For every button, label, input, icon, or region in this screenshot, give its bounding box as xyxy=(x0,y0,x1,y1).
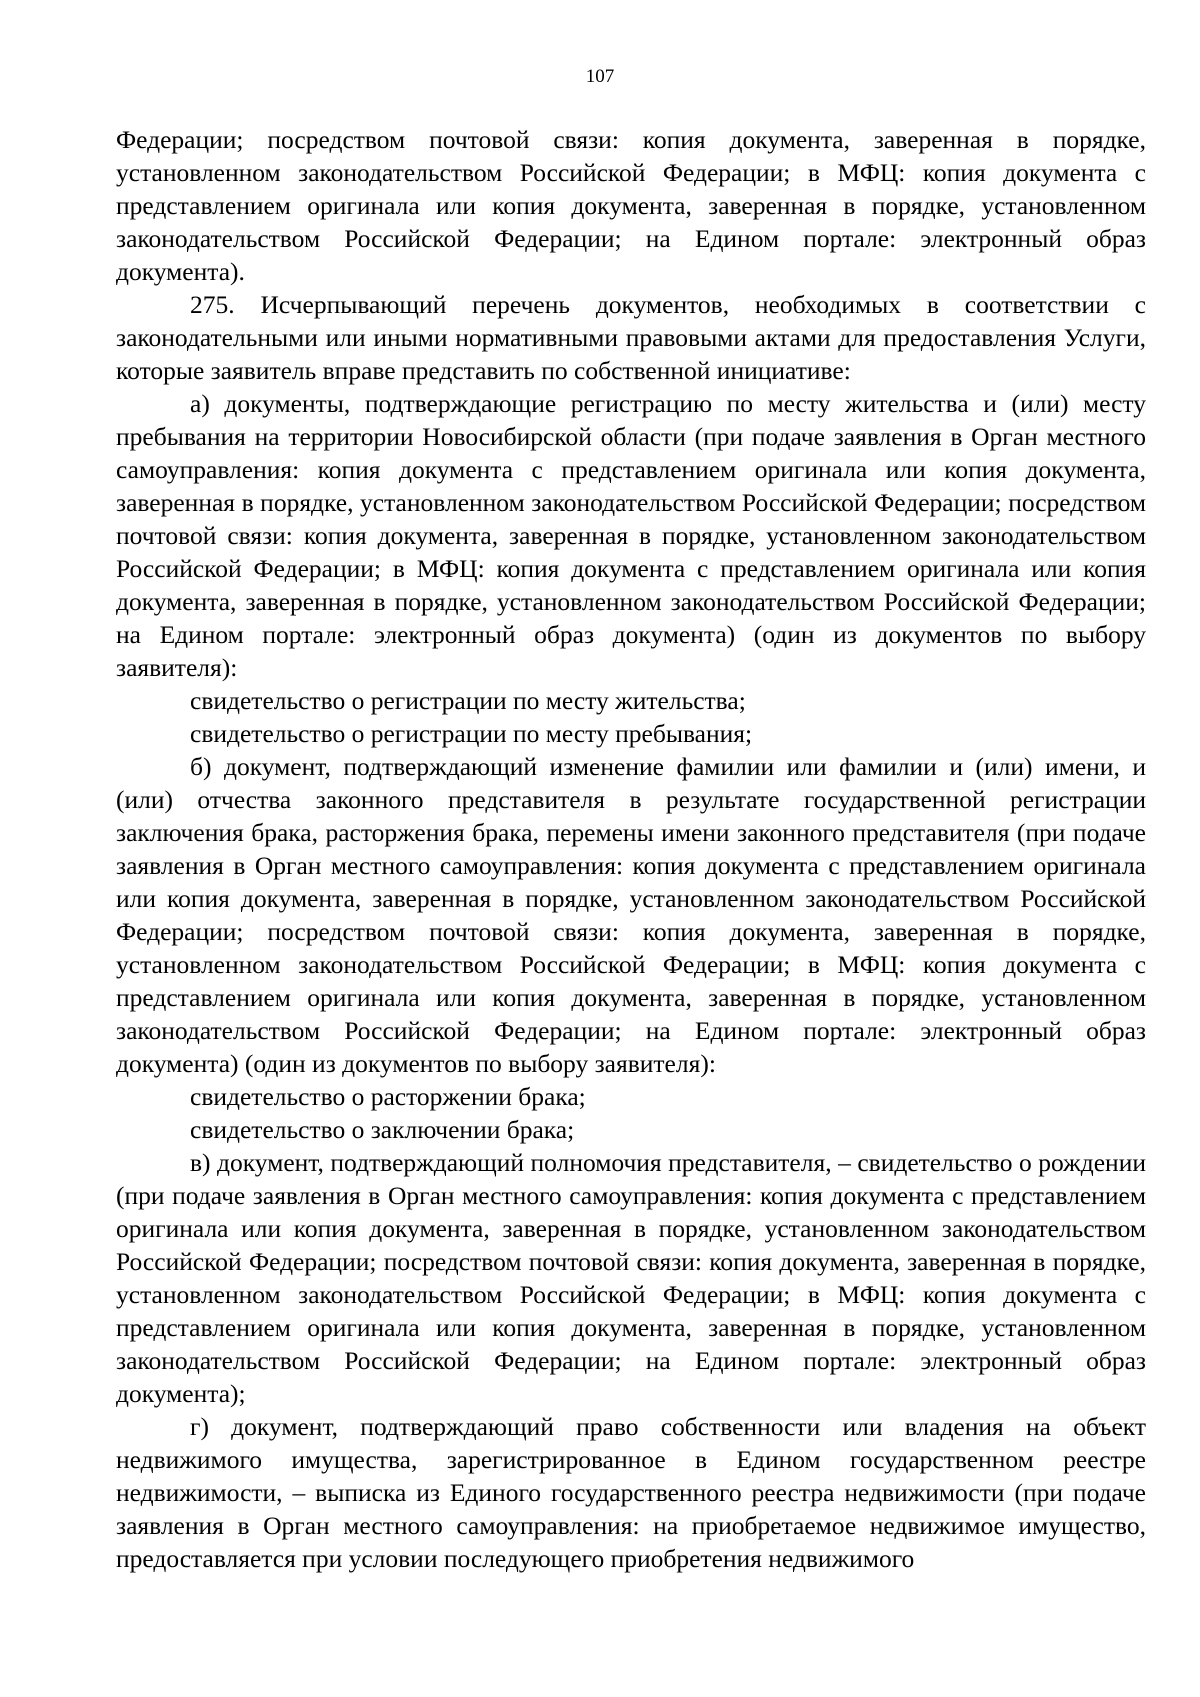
list-item: свидетельство о расторжении брака; xyxy=(190,1082,586,1111)
list-item: свидетельство о заключении брака; xyxy=(190,1115,575,1144)
paragraph-item-275: 275. Исчерпывающий перечень документов, необходимых в соответствии с законодательными или иными нормативными правовыми актами для предоставления Услуги, которые заявитель вправе представить по собственной инициативе: xyxy=(116,290,1146,385)
paragraph-subitem-g: г) документ, подтверждающий право собственности или владения на объект недвижимого имущества, зарегистрированное в Едином государственном реестре недвижимости, – выписка из Единого государственного реестра недвижимости (при подаче заявления в Орган местного самоуправления: на приобретаемое недвижимое имущество, предоставляется при условии последующего приобретения недвижимого xyxy=(116,1412,1146,1573)
paragraph-subitem-v: в) документ, подтверждающий полномочия представителя, – свидетельство о рождении (при подаче заявления в Орган местного самоуправления: копия документа с представлением оригинала или копия документа, заверенная в порядке, установленном законодательством Российской Федерации; посредством почтовой связи: копия документа, заверенная в порядке, установленном законодательством Российской Федерации; в МФЦ: копия документа с представлением оригинала или копия документа, заверенная в порядке, установленном законодательством Российской Федерации; на Едином портале: электронный образ документа); xyxy=(116,1148,1146,1408)
paragraph-subitem-b: б) документ, подтверждающий изменение фамилии или фамилии и (или) имени, и (или) отчества законного представителя в результате государственной регистрации заключения брака, расторжения брака, перемены имени законного представителя (при подаче заявления в Орган местного самоуправления: копия документа с представлением оригинала или копия документа, заверенная в порядке, установленном законодательством Российской Федерации; посредством почтовой связи: копия документа, заверенная в порядке, установленном законодательством Российской Федерации; в МФЦ: копия документа с представлением оригинала или копия документа, заверенная в порядке, установленном законодательством Российской Федерации; на Едином портале: электронный образ документа) (один из документов по выбору заявителя): xyxy=(116,752,1146,1078)
paragraph-continuation: Федерации; посредством почтовой связи: копия документа, заверенная в порядке, установленном законодательством Российской Федерации; в МФЦ: копия документа с представлением оригинала или копия документа, заверенная в порядке, установленном законодательством Российской Федерации; на Едином портале: электронный образ документа). xyxy=(116,125,1146,286)
list-item: свидетельство о регистрации по месту жительства; xyxy=(190,686,746,715)
page-number: 107 xyxy=(585,66,615,87)
document-body xyxy=(116,123,1146,1575)
list-item: свидетельство о регистрации по месту пребывания; xyxy=(190,719,753,748)
paragraph-subitem-a: а) документы, подтверждающие регистрацию по месту жительства и (или) месту пребывания на территории Новосибирской области (при подаче заявления в Орган местного самоуправления: копия документа с представлением оригинала или копия документа, заверенная в порядке, установленном законодательством Российской Федерации; посредством почтовой связи: копия документа, заверенная в порядке, установленном законодательством Российской Федерации; в МФЦ: копия документа с представлением оригинала или копия документа, заверенная в порядке, установленном законодательством Российской Федерации; на Едином портале: электронный образ документа) (один из документов по выбору заявителя): xyxy=(116,389,1146,682)
